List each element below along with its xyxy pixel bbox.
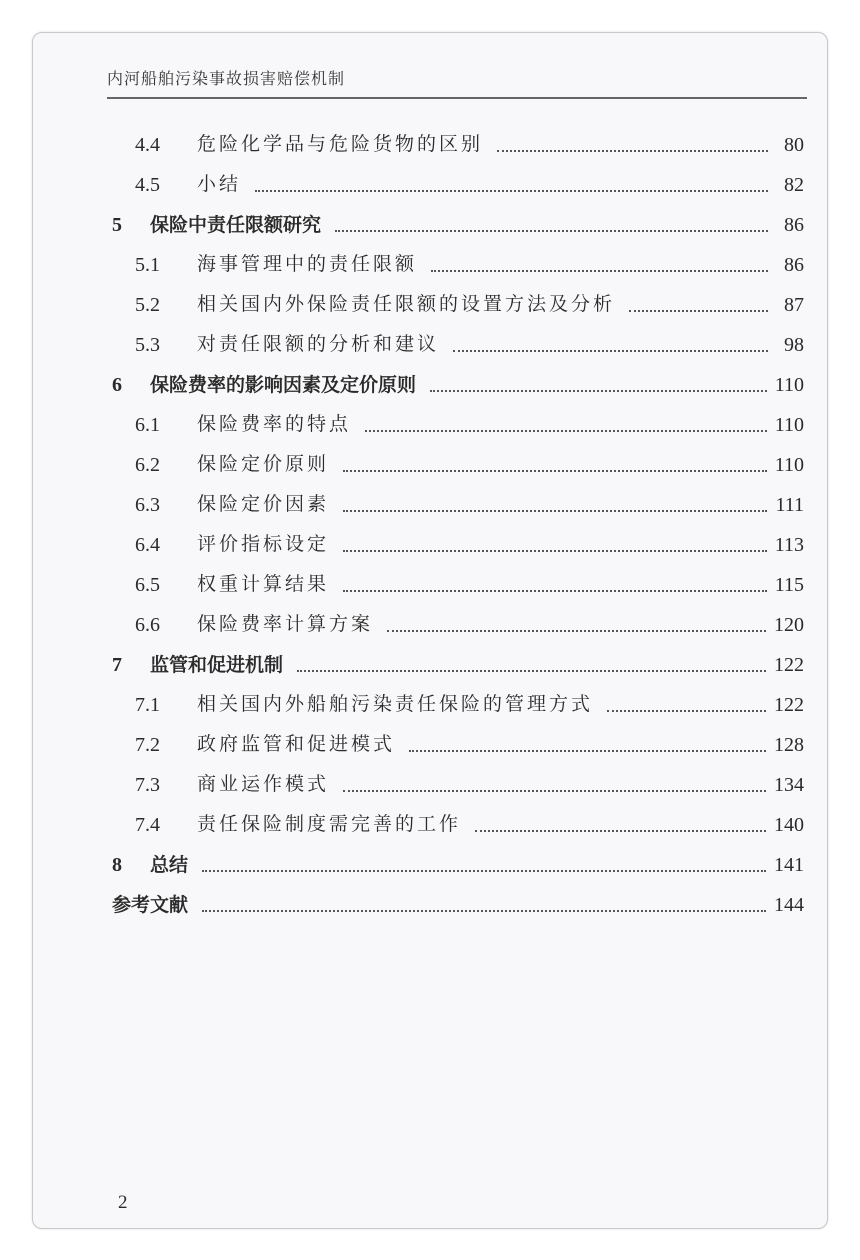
toc-entry-number: 6.2 <box>135 454 160 476</box>
dot-leader <box>430 390 767 392</box>
toc-entry[interactable] <box>112 718 804 758</box>
toc-entry-title: 危险化学品与危险货物的区别 <box>197 134 484 155</box>
toc-entry-number: 5.2 <box>135 294 160 316</box>
toc-entry[interactable] <box>112 798 804 838</box>
toc-entry-page: 110 <box>774 414 804 436</box>
dot-leader <box>343 790 766 792</box>
toc-entry-page: 82 <box>784 174 804 196</box>
toc-entry-page: 140 <box>774 814 804 836</box>
toc-entry-number: 7.1 <box>135 694 160 716</box>
toc-entry-number: 6.6 <box>135 614 160 636</box>
toc-entry[interactable] <box>112 518 804 558</box>
toc-entry-page: 122 <box>774 654 804 676</box>
toc-entry[interactable] <box>112 198 804 238</box>
toc-entry-title: 保险费率的影响因素及定价原则 <box>150 374 417 396</box>
toc-entry-page: 141 <box>774 854 804 876</box>
toc-entry-title: 政府监管和促进模式 <box>197 734 396 755</box>
toc-entry-number: 7 <box>112 654 122 676</box>
toc-entry-page: 110 <box>774 374 804 396</box>
toc-entry-page: 144 <box>774 894 804 916</box>
dot-leader <box>409 750 766 752</box>
dot-leader <box>202 910 766 912</box>
toc-entry-number: 4.5 <box>135 174 160 196</box>
toc-entry-title: 总结 <box>150 854 189 876</box>
toc-entry[interactable] <box>112 838 804 878</box>
running-head: 内河船舶污染事故损害赔偿机制 <box>107 71 346 88</box>
toc-entry-title: 保险费率计算方案 <box>197 614 374 635</box>
toc-entry[interactable] <box>112 478 804 518</box>
toc-entry-number: 5.3 <box>135 334 160 356</box>
dot-leader <box>365 430 767 432</box>
toc-entry[interactable] <box>112 678 804 718</box>
toc-entry-page: 128 <box>774 734 804 756</box>
toc-entry-number: 6.3 <box>135 494 160 516</box>
toc-entry-number: 6 <box>112 374 122 396</box>
dot-leader <box>343 590 767 592</box>
toc-entry-title: 商业运作模式 <box>197 774 330 795</box>
toc-entry-page: 86 <box>784 254 804 276</box>
dot-leader <box>335 230 768 232</box>
toc-entry-title: 海事管理中的责任限额 <box>197 254 418 275</box>
toc-entry[interactable] <box>112 238 804 278</box>
toc-entry[interactable] <box>112 438 804 478</box>
dot-leader <box>297 670 766 672</box>
toc-entry-number: 4.4 <box>135 134 160 156</box>
dot-leader <box>343 550 767 552</box>
toc-entry[interactable] <box>112 758 804 798</box>
toc-entry-page: 111 <box>775 494 804 516</box>
toc-entry-number: 5.1 <box>135 254 160 276</box>
toc-entry-number: 6.5 <box>135 574 160 596</box>
toc-entry[interactable] <box>112 638 804 678</box>
toc-entry-page: 122 <box>774 694 804 716</box>
toc-entry-page: 80 <box>784 134 804 156</box>
toc-entry-title: 相关国内外保险责任限额的设置方法及分析 <box>197 294 616 315</box>
toc-entry-page: 134 <box>774 774 804 796</box>
dot-leader <box>255 190 768 192</box>
toc-entry[interactable] <box>112 318 804 358</box>
dot-leader <box>629 310 768 312</box>
toc-entry[interactable] <box>112 358 804 398</box>
toc-entry-page: 120 <box>774 614 804 636</box>
toc-entry[interactable] <box>112 158 804 198</box>
toc-entry-page: 98 <box>784 334 804 356</box>
table-of-contents <box>112 118 804 918</box>
dot-leader <box>387 630 766 632</box>
toc-entry-number: 7.4 <box>135 814 160 836</box>
toc-entry-title: 保险定价因素 <box>197 494 330 515</box>
dot-leader <box>475 830 766 832</box>
toc-entry-title: 监管和促进机制 <box>150 654 284 676</box>
toc-entry[interactable] <box>112 278 804 318</box>
dot-leader <box>343 510 767 512</box>
toc-entry-page: 115 <box>774 574 804 596</box>
toc-entry-title: 参考文献 <box>112 894 189 916</box>
toc-entry-number: 8 <box>112 854 122 876</box>
toc-entry-title: 保险定价原则 <box>197 454 330 475</box>
toc-entry-title: 相关国内外船舶污染责任保险的管理方式 <box>197 694 594 715</box>
toc-entry[interactable] <box>112 118 804 158</box>
toc-entry-title: 责任保险制度需完善的工作 <box>197 814 462 835</box>
dot-leader <box>453 350 768 352</box>
dot-leader <box>202 870 766 872</box>
toc-entry-title: 小结 <box>197 174 242 195</box>
toc-entry-number: 6.1 <box>135 414 160 436</box>
toc-entry-page: 113 <box>774 534 804 556</box>
toc-entry-title: 保险中责任限额研究 <box>150 214 322 236</box>
toc-entry[interactable] <box>112 878 804 918</box>
page-number: 2 <box>118 1192 128 1213</box>
toc-entry-title: 保险费率的特点 <box>197 414 352 435</box>
toc-entry-number: 7.2 <box>135 734 160 756</box>
toc-entry-page: 87 <box>784 294 804 316</box>
dot-leader <box>497 150 768 152</box>
toc-entry-page: 110 <box>774 454 804 476</box>
toc-entry-title: 权重计算结果 <box>197 574 330 595</box>
dot-leader <box>343 470 767 472</box>
dot-leader <box>607 710 766 712</box>
toc-entry-title: 评价指标设定 <box>197 534 330 555</box>
toc-entry-page: 86 <box>784 214 804 236</box>
toc-entry-title: 对责任限额的分析和建议 <box>197 334 440 355</box>
toc-entry-number: 5 <box>112 214 122 236</box>
toc-entry-number: 6.4 <box>135 534 160 556</box>
toc-entry[interactable] <box>112 398 804 438</box>
toc-entry[interactable] <box>112 598 804 638</box>
header-rule <box>107 97 807 99</box>
dot-leader <box>431 270 768 272</box>
toc-entry[interactable] <box>112 558 804 598</box>
toc-entry-number: 7.3 <box>135 774 160 796</box>
